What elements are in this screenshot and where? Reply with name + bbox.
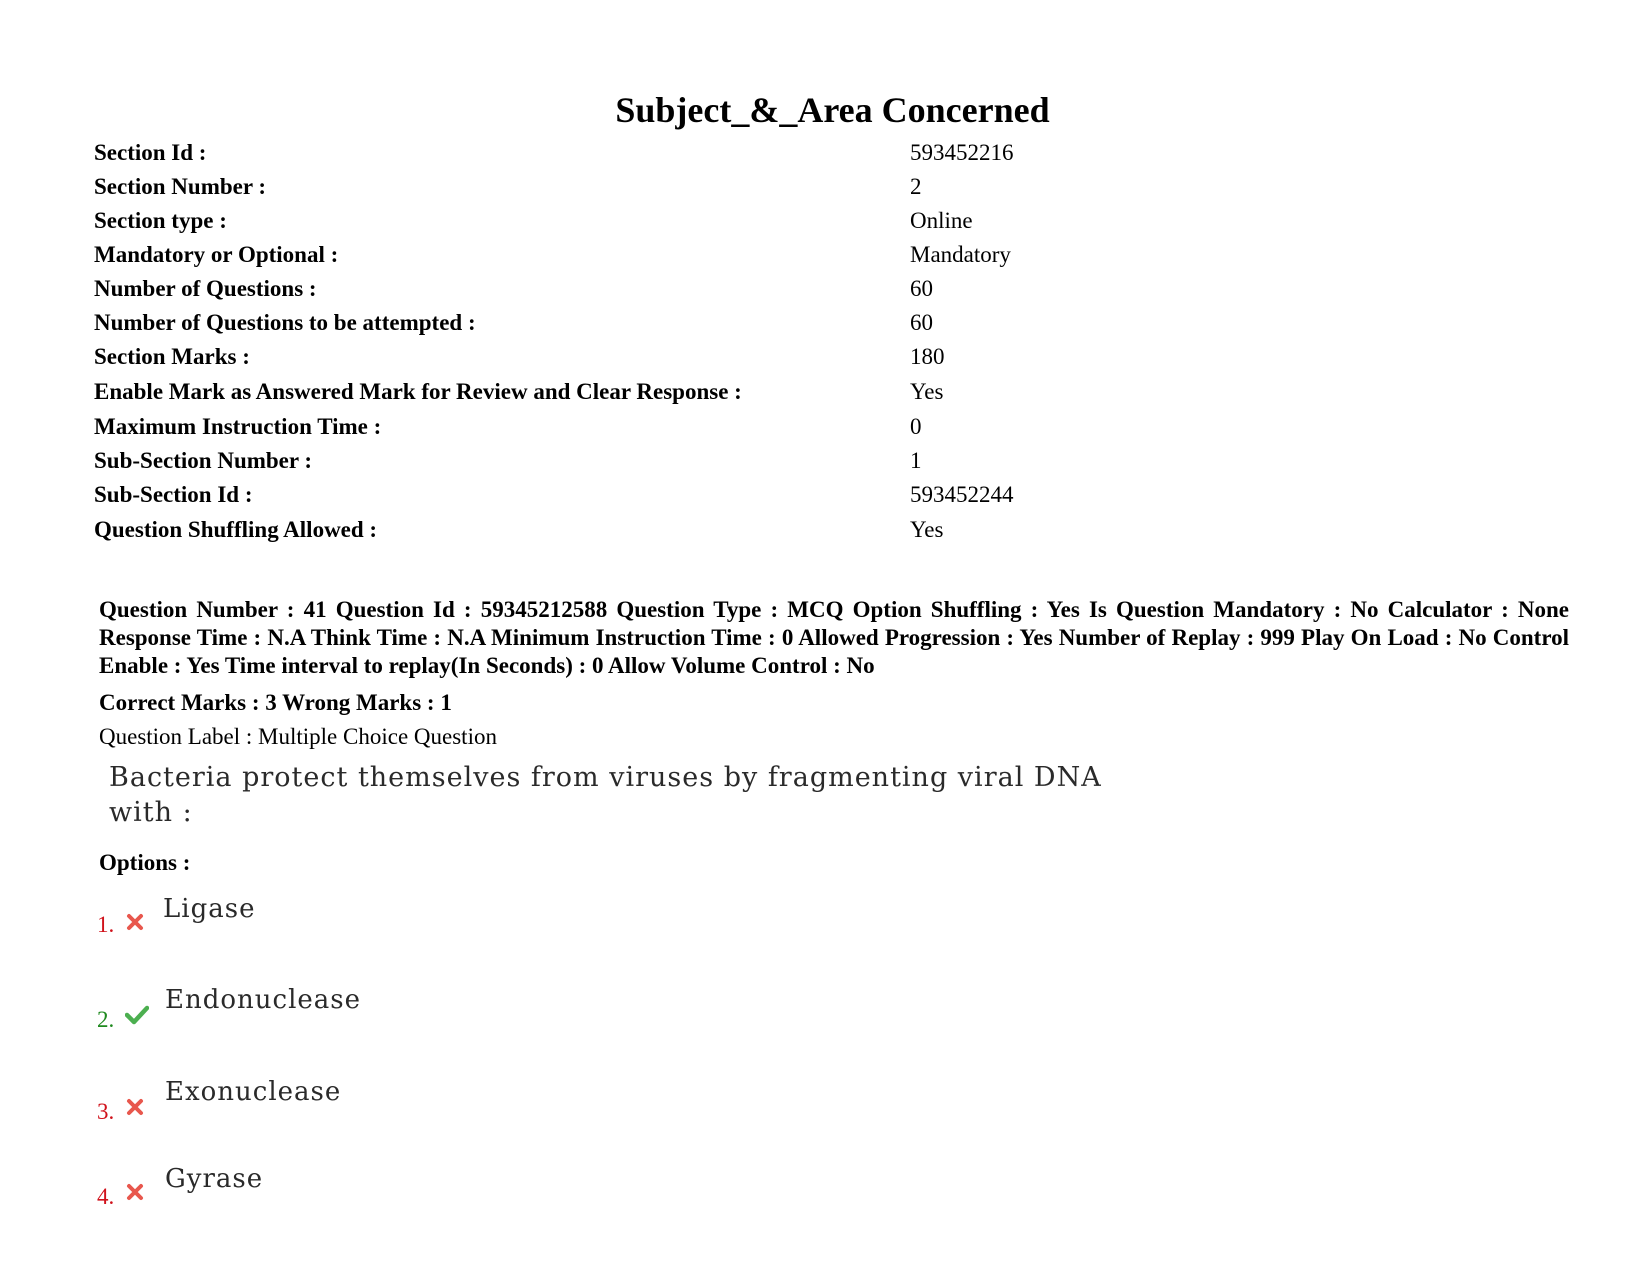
mark-review-value: Yes	[910, 379, 944, 404]
section-marks-label: Section Marks :	[94, 344, 250, 369]
mandatory-row	[94, 240, 1194, 270]
option-text: Endonuclease	[165, 985, 362, 1015]
section-number-value: 2	[910, 174, 922, 199]
mandatory-value: Mandatory	[910, 242, 1011, 267]
question-label: Question Label : Multiple Choice Question	[99, 724, 497, 749]
num-attempt-row	[94, 308, 1194, 338]
check-icon	[125, 1005, 149, 1025]
section-marks-value: 180	[910, 344, 945, 369]
num-questions-row	[94, 274, 1194, 304]
option-4	[97, 1163, 697, 1213]
question-marks: Correct Marks : 3 Wrong Marks : 1	[99, 690, 452, 715]
shuffling-value: Yes	[910, 517, 944, 542]
option-number: 2.	[97, 1007, 115, 1032]
page-title: Subject_&_Area Concerned	[615, 90, 1050, 130]
shuffling-row	[94, 515, 1194, 545]
shuffling-label: Question Shuffling Allowed :	[94, 517, 378, 542]
num-attempt-value: 60	[910, 310, 933, 335]
option-number: 1.	[97, 912, 115, 937]
num-attempt-label: Number of Questions to be attempted :	[94, 310, 476, 335]
subsection-id-value: 593452244	[910, 482, 1014, 507]
question-header: Question Number : 41 Question Id : 59345212588 Question Type : MCQ Option Shuffling : Yes Is Question Mandatory : No Calculator : None Response Time : N.A Think Time : N.A Minimum Instruction Time : 0 Allowed Progression : Yes Number of Replay : 999 Play On Load : No Control Enable : Yes Time interval to replay(In Seconds) : 0 Allow Volume Control : No	[99, 597, 1569, 678]
cross-icon	[125, 1097, 145, 1117]
section-type-value: Online	[910, 208, 973, 233]
mandatory-label: Mandatory or Optional :	[94, 242, 339, 267]
option-text: Exonuclease	[165, 1077, 342, 1107]
section-type-row	[94, 206, 1194, 236]
question-text: Bacteria protect themselves from viruses by fragmenting viral DNA with :	[109, 762, 1102, 828]
mark-review-row	[94, 377, 1194, 407]
subsection-id-row	[94, 480, 1194, 510]
num-questions-value: 60	[910, 276, 933, 301]
subsection-number-row	[94, 446, 1194, 476]
section-number-label: Section Number :	[94, 174, 267, 199]
subsection-number-value: 1	[910, 448, 922, 473]
option-text: Ligase	[163, 894, 256, 924]
subsection-number-label: Sub-Section Number :	[94, 448, 313, 473]
instruction-time-row	[94, 412, 1194, 442]
mark-review-label: Enable Mark as Answered Mark for Review and Clear Response :	[94, 379, 742, 404]
instruction-time-label: Maximum Instruction Time :	[94, 414, 382, 439]
section-id-label: Section Id :	[94, 140, 207, 165]
option-2	[97, 984, 697, 1034]
options-label: Options :	[99, 850, 191, 875]
subsection-id-label: Sub-Section Id :	[94, 482, 253, 507]
section-id-row	[94, 138, 1194, 168]
option-text: Gyrase	[165, 1164, 264, 1194]
cross-icon	[125, 912, 145, 932]
section-number-row	[94, 172, 1194, 202]
section-id-value: 593452216	[910, 140, 1014, 165]
option-3	[97, 1076, 697, 1126]
num-questions-label: Number of Questions :	[94, 276, 317, 301]
option-number: 4.	[97, 1184, 115, 1209]
section-marks-row	[94, 342, 1194, 372]
cross-icon	[125, 1182, 145, 1202]
section-type-label: Section type :	[94, 208, 227, 233]
instruction-time-value: 0	[910, 414, 922, 439]
option-1	[97, 893, 697, 943]
option-number: 3.	[97, 1099, 115, 1124]
